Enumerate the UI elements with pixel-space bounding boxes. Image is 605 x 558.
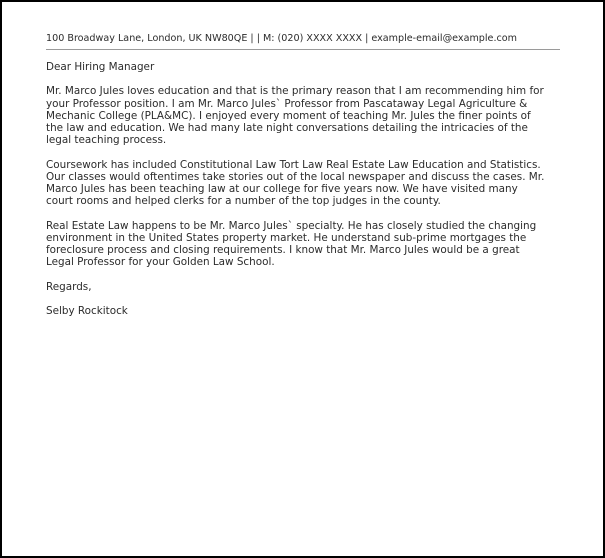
paragraph-3-line: Legal Professor for your Golden Law School. (46, 256, 275, 269)
paragraph-1-line: legal teaching process. (46, 134, 167, 147)
closing-text: Regards, (46, 280, 92, 293)
paragraph-1-line: Mechanic College (PLA&MC). I enjoyed every moment of teaching Mr. Jules the finer points of (46, 109, 531, 122)
paragraph-2-line: Marco Jules has been teaching law at our college for five years now. We have visited many (46, 183, 518, 195)
paragraph-1 (46, 85, 566, 146)
paragraph-1-line: your Professor position. I am Mr. Marco Jules` Professor from Pascataway Legal Agriculture & (46, 97, 528, 110)
paragraph-2-line: Coursework has included Constitutional Law Tort Law Real Estate Law Education and Statistics. (46, 158, 541, 171)
paragraph-1-line: the law and education. We had many late night conversations detailing the intricacies of the (46, 122, 528, 134)
paragraph-3-line: foreclosure process and closing requirements. I know that Mr. Marco Jules would be a great (46, 244, 520, 256)
contact-header: 100 Broadway Lane, London, UK NW80QE | | M: (020) XXXX XXXX | example-email@example.com (46, 33, 518, 44)
paragraph-3-line: Real Estate Law happens to be Mr. Marco Jules` specialty. He has closely studied the changing (46, 219, 537, 232)
signature (46, 305, 566, 317)
salutation-text: Dear Hiring Manager (46, 61, 155, 73)
header-divider (46, 49, 560, 50)
paragraph-2-line: court rooms and helped clerks for a number of the top judges in the county. (46, 195, 441, 208)
salutation (46, 61, 566, 73)
signature-text: Selby Rockitock (46, 304, 128, 317)
paragraph-3-line: environment in the United States property market. He understand sub-prime mortgages the (46, 231, 527, 244)
letter-body (46, 61, 566, 329)
paragraph-1-line: Mr. Marco Jules loves education and that is the primary reason that I am recommending him for (46, 85, 544, 98)
paragraph-3 (46, 220, 566, 269)
closing (46, 281, 566, 293)
paragraph-2 (46, 159, 566, 208)
paragraph-2-line: Our classes would oftentimes take stories out of the local newspaper and discuss the cases. Mr. (46, 170, 545, 183)
